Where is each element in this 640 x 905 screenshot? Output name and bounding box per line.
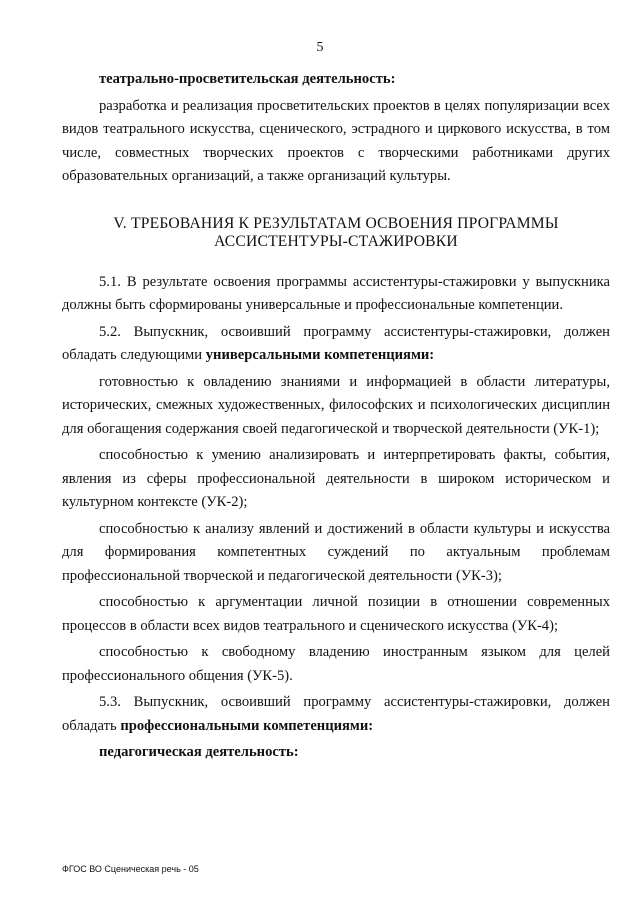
- competence-uk-5: способностью к свободному владению иностранным языком для целей профессионального общения (УК-5).: [62, 644, 610, 684]
- paragraph-5-3-bold: профессиональными компетенциями:: [120, 717, 374, 734]
- page-number: 5: [316, 40, 324, 55]
- paragraph-5-1: 5.1. В результате освоения программы ассистентуры-стажировки у выпускника должны быть сформированы универсальные и профессиональные компетенции.: [62, 273, 610, 313]
- paragraph-educational-projects: разработка и реализация просветительских проектов в целях популяризации всех видов театрального искусства, сценического, эстрадного и циркового искусства, в том числе, совместных творческих проектов с творческими работниками других образовательных организаций, а также организаций культуры.: [62, 97, 610, 184]
- paragraph-5-3: [62, 691, 610, 738]
- paragraph-5-2-text: 5.2. Выпускник, освоивший программу ассистентуры-стажировки, должен обладать следующими: [62, 323, 610, 363]
- paragraph-5-3-text: 5.3. Выпускник, освоивший программу ассистентуры-стажировки, должен обладать: [62, 694, 610, 734]
- competence-uk-1: готовностью к овладению знаниями и информацией в области литературы, исторических, смежных художественных, философских и психологических дисциплин для обогащения содержания своей педагогической и творческой деятельности (УК-1);: [62, 373, 610, 437]
- heading-theatre-educational-activity: [62, 68, 610, 92]
- section-title-line-1: V. ТРЕБОВАНИЯ К РЕЗУЛЬТАТАМ ОСВОЕНИЯ ПРОГРАММЫ: [113, 214, 559, 232]
- footer-document-code: ФГОС ВО Сценическая речь - 05: [62, 864, 199, 874]
- heading-pedagogical-activity: [62, 741, 610, 765]
- heading-label: театрально-просветительская деятельность:: [99, 71, 396, 87]
- section-title: [62, 215, 610, 251]
- section-title-line-2: АССИСТЕНТУРЫ-СТАЖИРОВКИ: [214, 232, 458, 250]
- competence-uk-4: способностью к аргументации личной позиции в отношении современных процессов в области всех видов театрального и сценического искусства (УК-4);: [62, 594, 610, 634]
- competence-uk-2: способностью к умению анализировать и интерпретировать факты, события, явления из сферы профессиональной деятельности в широком историческом и культурном контексте (УК-2);: [62, 447, 610, 510]
- paragraph-5-2: [62, 321, 610, 368]
- paragraph-5-2-bold: универсальными компетенциями:: [205, 347, 435, 363]
- document-body: [62, 68, 610, 765]
- heading-pedagogical-label: педагогическая деятельность:: [99, 744, 299, 760]
- competence-uk-3: способностью к анализу явлений и достижений в области культуры и искусства для формирования компетентных суждений по актуальным проблемам профессиональной творческой и педагогической деятельности (УК-3);: [62, 520, 610, 584]
